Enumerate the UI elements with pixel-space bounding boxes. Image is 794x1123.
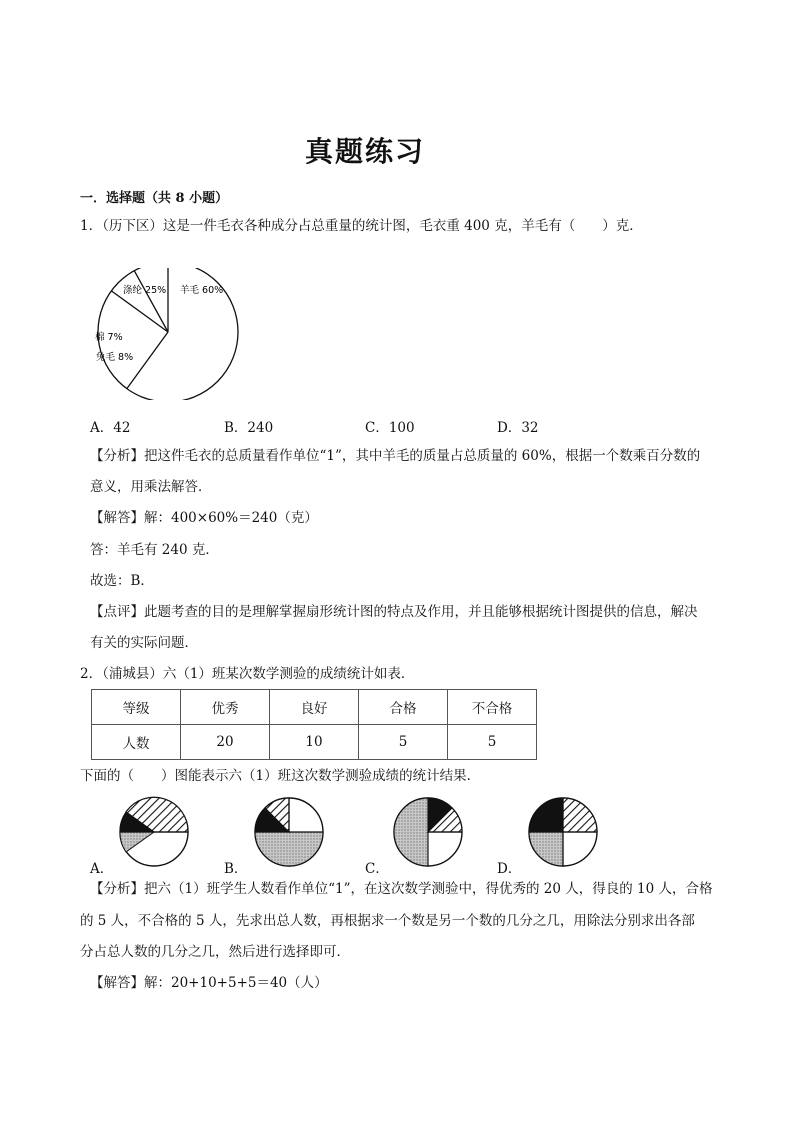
q2-option-a-label: A． (90, 861, 114, 877)
q1-option-c: C．100 (365, 420, 415, 436)
q1-stem: 1．（历下区）这是一件毛衣各种成分占总重量的统计图，毛衣重 400 克，羊毛有（ ）克． (80, 218, 643, 234)
q1-analysis-line1: 【分析】把这件毛衣的总质量看作单位“1”，其中羊毛的质量占总质量的 60%，根据一个数乘百分数的 (90, 448, 701, 464)
q2-option-d-pie (527, 796, 599, 868)
q1-option-b: B．240 (224, 420, 274, 436)
q2-option-c-pie (392, 796, 464, 868)
q1-label-wool: 羊毛 60% (180, 285, 224, 296)
q2-option-b-label: B． (224, 861, 248, 877)
q2-option-c-label: C． (365, 861, 389, 877)
table-cell: 不合格 (448, 690, 537, 725)
q2-answer: 【解答】解：20+10+5+5＝40（人） (90, 975, 328, 991)
q1-analysis-line2: 意义，用乘法解答． (90, 479, 212, 495)
q2-option-b-pie (253, 796, 325, 868)
table-cell: 20 (181, 725, 270, 760)
table-cell: 优秀 (181, 690, 270, 725)
table-cell: 良好 (270, 690, 359, 725)
q2-analysis-line2: 的 5 人，不合格的 5 人，先求出总人数，再根据求一个数是另一个数的几分之几，用除法分别求出各部 (80, 913, 695, 929)
q1-comment-line1: 【点评】此题考查的目的是理解掌握扇形统计图的特点及作用，并且能够根据统计图提供的信息，解决 (90, 604, 698, 620)
q2-analysis-line1: 【分析】把六（1）班学生人数看作单位“1”，在这次数学测验中，得优秀的 20 人，得良的 10 人，合格 (90, 881, 713, 897)
table-cell: 人数 (92, 725, 181, 760)
q2-option-d-label: D． (497, 861, 522, 877)
table-cell: 10 (270, 725, 359, 760)
q2-stem: 2．（浦城县）六（1）班某次数学测验的成绩统计如表． (80, 666, 415, 682)
q1-option-a: A．42 (90, 420, 131, 436)
q1-answer: 【解答】解：400×60%＝240（克） (90, 510, 318, 526)
q1-choice: 故选：B． (90, 573, 154, 589)
q1-label-cotton: 棉 7% (95, 332, 123, 343)
table-cell: 5 (359, 725, 448, 760)
table-row (92, 725, 537, 760)
q2-analysis-line3: 分占总人数的几分之几，然后进行选择即可． (80, 944, 350, 960)
q1-label-rabbit: 兔毛 8% (96, 352, 134, 363)
table-header-row (92, 690, 537, 725)
q1-option-d: D．32 (497, 420, 539, 436)
q2-grade-table (91, 689, 537, 760)
q1-label-polyester: 涤纶 25% (123, 285, 167, 296)
table-cell: 等级 (92, 690, 181, 725)
q1-reply: 答：羊毛有 240 克． (90, 542, 219, 558)
table-cell: 合格 (359, 690, 448, 725)
q1-comment-line2: 有关的实际问题． (90, 635, 198, 651)
q2-option-a-pie (118, 796, 190, 868)
page-title: 真题练习 (304, 135, 425, 168)
q2-question: 下面的（ ）图能表示六（1）班这次数学测验成绩的统计结果． (80, 768, 481, 784)
q1-pie-chart (85, 268, 245, 400)
table-cell: 5 (448, 725, 537, 760)
section-heading: 一．选择题（共 8 小题） (80, 191, 229, 206)
